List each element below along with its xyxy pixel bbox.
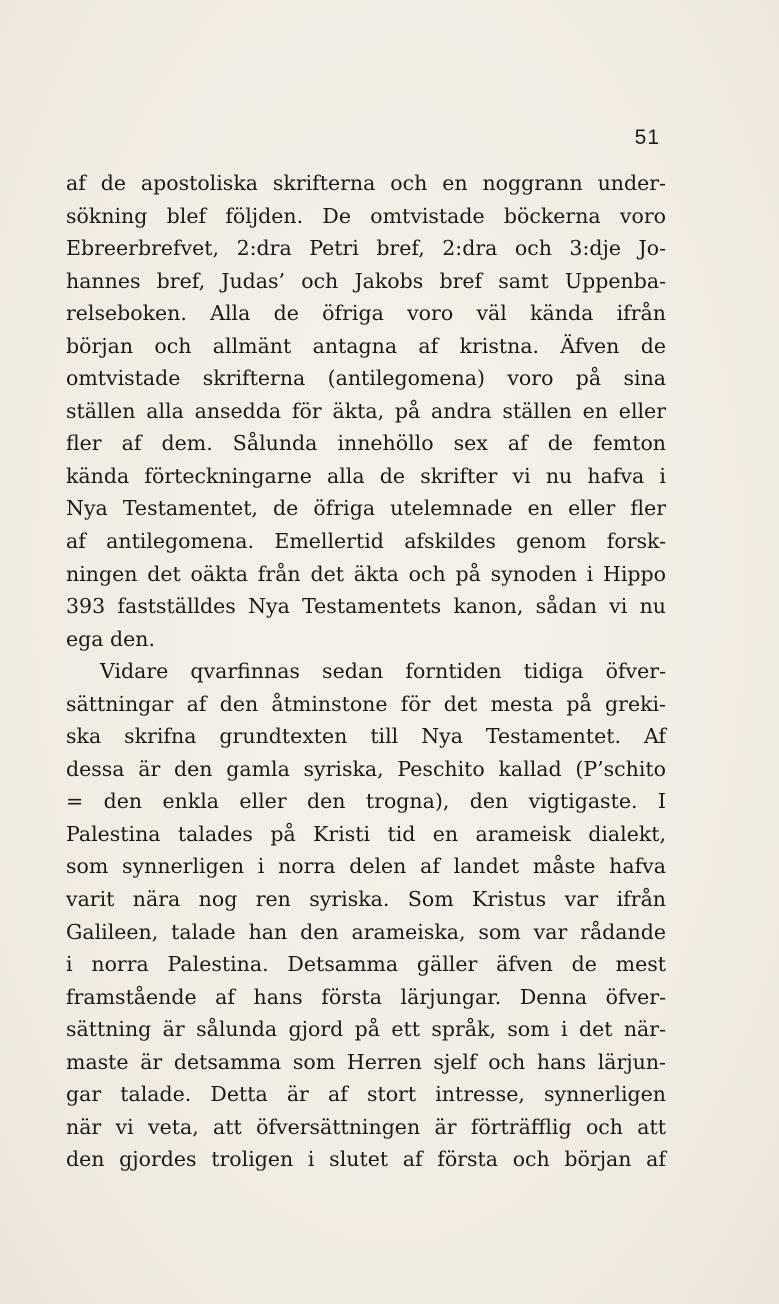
text-line: sökning blef följden. De omtvistade böckerna voro [66,203,666,228]
text-line: varit nära nog ren syriska. Som Kristus var ifrån [66,887,666,912]
text-line: af antilegomena. Emellertid afskildes genom forsk- [66,529,666,554]
text-line: hannes bref, Judas’ och Jakobs bref samt Uppenba- [66,268,666,293]
text-line: den gjordes troligen i slutet af första och början af [66,1147,666,1172]
text-line: när vi veta, att öfversättningen är förträfflig och att [66,1114,666,1139]
text-line: sättning är sålunda gjord på ett språk, som i det när- [66,1017,666,1042]
text-line: relseboken. Alla de öfriga voro väl kända ifrån [66,301,666,326]
text-line: 393 fastställdes Nya Testamentets kanon, sådan vi nu [66,594,666,619]
text-line: Galileen, talade han den arameiska, som var rådande [66,919,666,944]
text-line: Vidare qvarfinnas sedan forntiden tidiga öfver- [100,659,666,684]
text-line: ställen alla ansedda för äkta, på andra ställen en eller [66,398,666,423]
text-line: = den enkla eller den trogna), den vigtigaste. I [66,789,666,814]
text-line: af de apostoliska skrifterna och en noggrann under- [66,171,666,195]
body-text [66,167,666,1176]
text-line: maste är detsamma som Herren sjelf och hans lärjun- [66,1049,666,1074]
text-line: ska skrifna grundtexten till Nya Testamentet. Af [66,724,666,749]
text-line: sättningar af den åtminstone för det mesta på greki- [66,691,666,716]
text-line: Nya Testamentet, de öfriga utelemnade en eller fler [66,496,666,521]
text-line: början och allmänt antagna af kristna. Äfven de [66,333,666,358]
text-line: Palestina talades på Kristi tid en arameisk dialekt, [66,821,666,846]
text-line: Ebreerbrefvet, 2:dra Petri bref, 2:dra och 3:dje Jo- [66,236,666,261]
text-line: fler af dem. Sålunda innehöllo sex af de femton [66,431,666,456]
page-number: 51 [634,126,660,149]
paragraph-canon [66,167,666,655]
text-line: omtvistade skrifterna (antilegomena) voro på sina [66,366,666,391]
text-line: som synnerligen i norra delen af landet måste hafva [66,854,666,879]
text-line: ningen det oäkta från det äkta och på synoden i Hippo [66,561,666,586]
text-line: gar talade. Detta är af stort intresse, synnerligen [66,1082,666,1107]
text-line: framstående af hans första lärjungar. Denna öfver- [66,984,666,1009]
text-line: kända förteckningarne alla de skrifter vi nu hafva i [66,463,666,488]
text-line: ega den. [66,626,155,651]
paragraph-translations [66,655,666,1176]
text-line: i norra Palestina. Detsamma gäller äfven de mest [66,952,666,977]
text-line: dessa är den gamla syriska, Peschito kallad (P’schito [66,756,666,781]
